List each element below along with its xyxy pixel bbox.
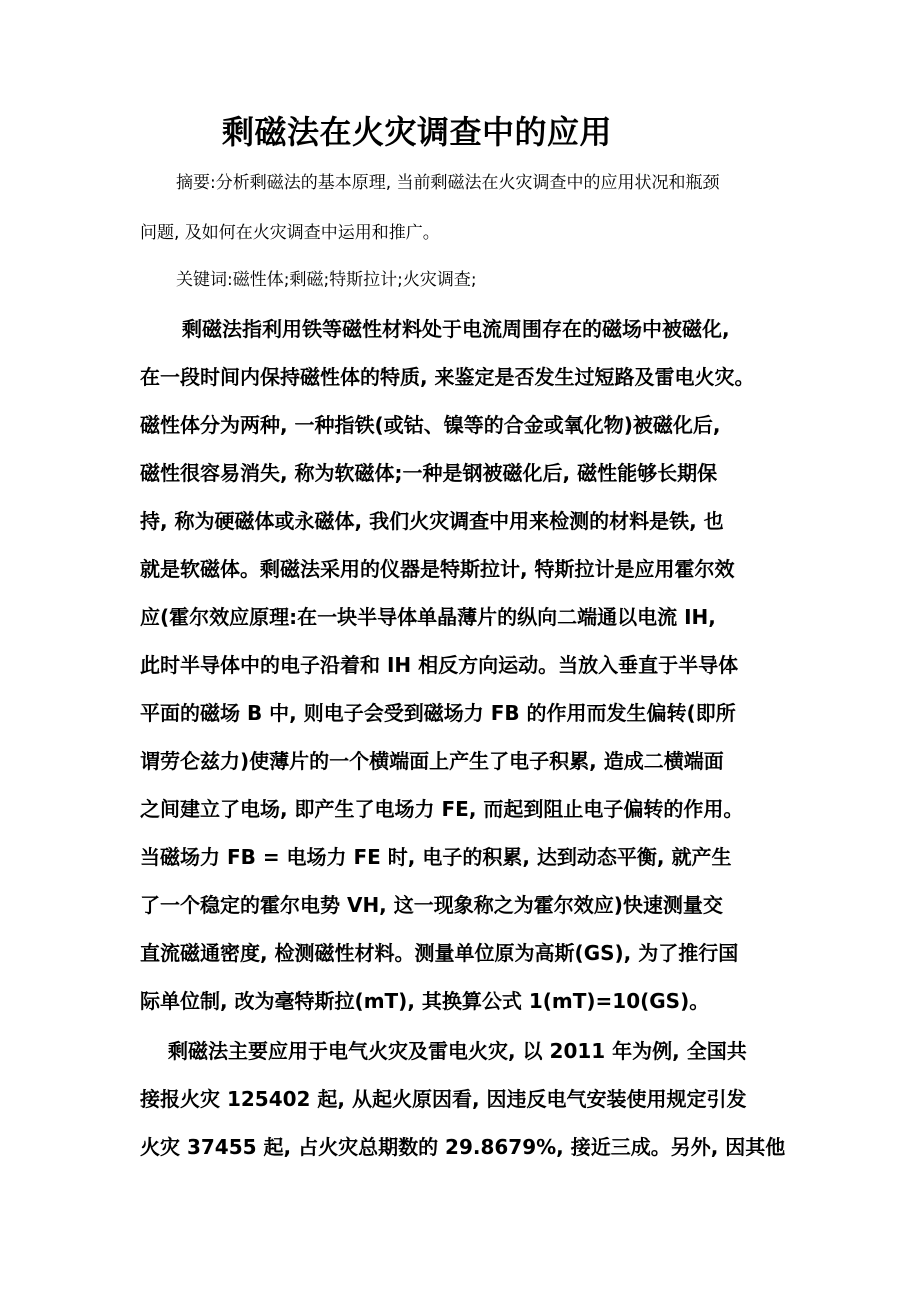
body-line: 磁性很容易消失, 称为软磁体;一种是钢被磁化后, 磁性能够长期保 [140, 461, 718, 485]
body-line: 了一个稳定的霍尔电势 VH, 这一现象称之为霍尔效应)快速测量交 [140, 893, 723, 917]
body-line: 剩磁法主要应用于电气火灾及雷电火灾, 以 2011 年为例, 全国共 [168, 1039, 747, 1063]
body-line: 磁性体分为两种, 一种指铁(或钴、镍等的合金或氧化物)被磁化后, [140, 413, 721, 437]
abstract-line-2: 问题, 及如何在火灾调查中运用和推广。 [140, 223, 440, 243]
body-line: 剩磁法指利用铁等磁性材料处于电流周围存在的磁场中被磁化, [182, 317, 730, 341]
abstract-line-1: 摘要:分析剩磁法的基本原理, 当前剩磁法在火灾调查中的应用状况和瓶颈 [176, 173, 720, 193]
body-line: 应(霍尔效应原理:在一块半导体单晶薄片的纵向二端通以电流 IH, [140, 605, 716, 629]
body-line: 际单位制, 改为毫特斯拉(mT), 其换算公式 1(mT)=10(GS)。 [140, 989, 710, 1013]
body-line: 火灾 37455 起, 占火灾总期数的 29.8679%, 接近三成。另外, 因其他 [140, 1135, 786, 1159]
keywords-line: 关键词:磁性体;剩磁;特斯拉计;火灾调查; [176, 270, 477, 290]
body-line: 谓劳仑兹力)使薄片的一个横端面上产生了电子积累, 造成二横端面 [140, 749, 724, 773]
body-line: 此时半导体中的电子沿着和 IH 相反方向运动。当放入垂直于半导体 [140, 653, 739, 677]
body-line: 在一段时间内保持磁性体的特质, 来鉴定是否发生过短路及雷电火灾。 [140, 365, 755, 389]
body-line: 之间建立了电场, 即产生了电场力 FE, 而起到阻止电子偏转的作用。 [140, 797, 744, 821]
body-line: 当磁场力 FB = 电场力 FE 时, 电子的积累, 达到动态平衡, 就产生 [140, 845, 732, 869]
body-line: 直流磁通密度, 检测磁性材料。测量单位原为高斯(GS), 为了推行国 [140, 941, 739, 965]
body-line: 持, 称为硬磁体或永磁体, 我们火灾调查中用来检测的材料是铁, 也 [140, 509, 724, 533]
document-title: 剩磁法在火灾调查中的应用 [222, 113, 613, 151]
body-line: 就是软磁体。剩磁法采用的仪器是特斯拉计, 特斯拉计是应用霍尔效 [140, 557, 735, 581]
body-line: 平面的磁场 B 中, 则电子会受到磁场力 FB 的作用而发生偏转(即所 [140, 701, 736, 725]
body-line: 接报火灾 125402 起, 从起火原因看, 因违反电气安装使用规定引发 [140, 1087, 747, 1111]
